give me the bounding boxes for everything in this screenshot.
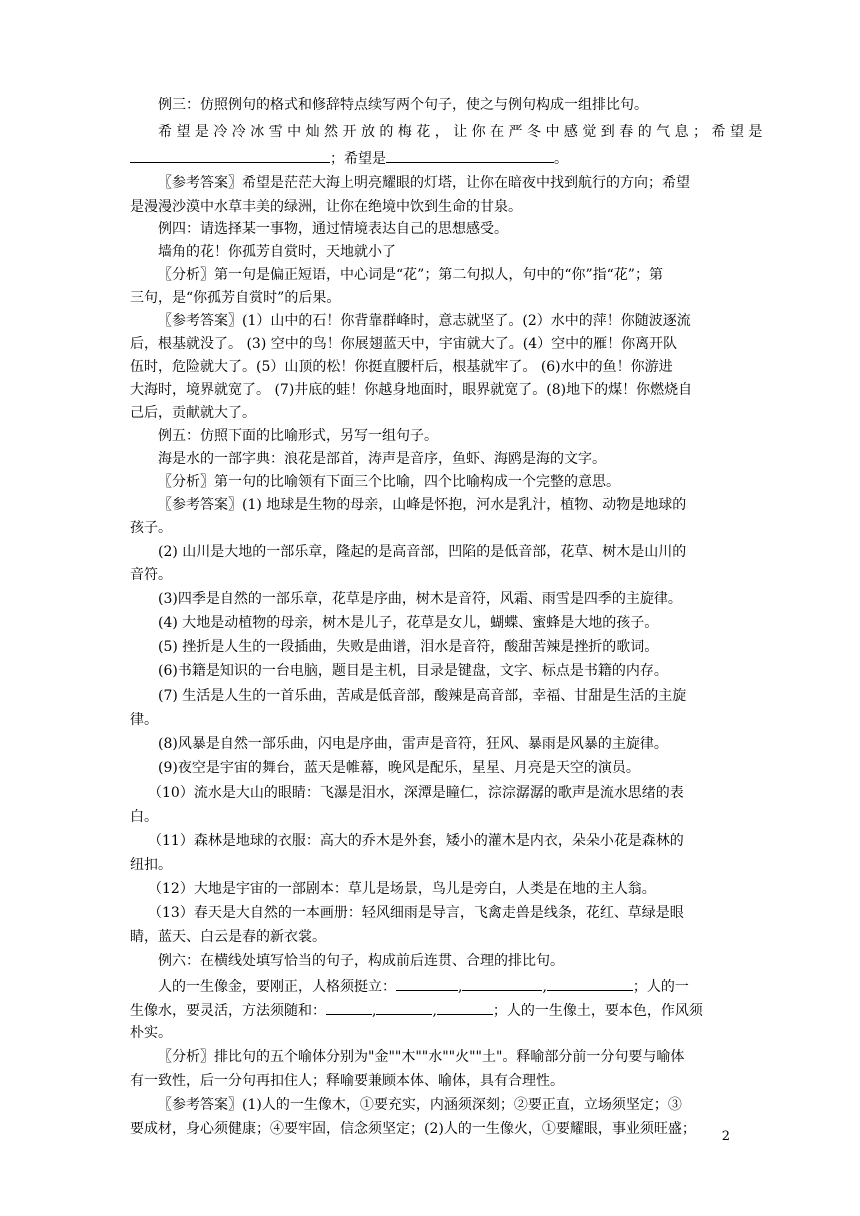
text-line: (6)书籍是知识的一台电脑，题目是主机，目录是键盘，文字、标点是书籍的内存。 — [158, 663, 668, 679]
fill-in-line-2 — [158, 975, 758, 997]
text-line: 律。 — [130, 712, 158, 728]
text-fragment: , — [372, 1003, 377, 1019]
text-line: 朴实。 — [130, 1025, 172, 1041]
text-line: (2) 山川是大地的一部乐章，隆起的是高音部，凹陷的是低音部，花草、树木是山川的 — [158, 544, 687, 560]
text-fragment: 生像水，要灵活，方法须随和： — [130, 1003, 326, 1019]
answer-blank[interactable] — [376, 999, 432, 1015]
text-line: （10）流水是大山的眼睛：飞瀑是泪水，深潭是瞳仁，淙淙潺潺的歌声是流水思绪的表 — [148, 785, 684, 801]
text-line: 墙角的花！你孤芳自赏时，天地就小了 — [158, 244, 396, 260]
text-line: 睛，蓝天、白云是春的新衣裳。 — [130, 929, 326, 945]
text-line: （13）春天是大自然的一本画册：轻风细雨是导言，飞禽走兽是线条，花红、草绿是眼 — [148, 905, 684, 921]
page-number: 2 — [721, 1129, 730, 1144]
text-line: 伍时，危险就大了。(5）山顶的松！你挺直腰杆后，根基就牢了。 (6)水中的鱼！你游进 — [130, 359, 673, 375]
text-line: (5) 挫折是人生的一段插曲，失败是曲谱，泪水是音符，酸甜苦辣是挫折的歌词。 — [158, 639, 659, 655]
text-line: 例三：仿照例句的格式和修辞特点续写两个句子，使之与例句构成一组排比句。 — [158, 97, 648, 113]
text-line: 音符。 — [130, 567, 172, 583]
text-line: 〖分析〗排比句的五个喻体分别为"金""木""水""火""土"。释喻部分前一分句要与喻体 — [158, 1049, 685, 1065]
answer-blank[interactable] — [130, 147, 330, 163]
text-line: (8)风暴是自然一部乐曲，闪电是序曲，雷声是音符，狂风、暴雨是风暴的主旋律。 — [158, 736, 668, 752]
text-line: （12）大地是宇宙的一部剧本：草儿是场景，鸟儿是旁白，人类是在地的主人翁。 — [148, 881, 656, 897]
text-fragment: ；希望是 — [330, 151, 386, 167]
text-line: 〖分析〗第一句是偏正短语，中心词是“花”；第二句拟人，句中的“你”指“花”；第 — [158, 267, 663, 283]
text-line: 有一致性，后一分句再扣住人；释喻要兼顾本体、喻体，具有合理性。 — [130, 1073, 564, 1089]
text-fragment: , — [542, 979, 547, 995]
answer-blank[interactable] — [386, 147, 554, 163]
text-line: 孩子。 — [130, 520, 172, 536]
text-fragment: , — [432, 1003, 437, 1019]
text-line: (3)四季是自然的一部乐章，花草是序曲，树木是音符，风霜、雨雪是四季的主旋律。 — [158, 591, 682, 607]
text-line: 白。 — [130, 809, 158, 825]
text-line: (9)夜空是宇宙的舞台，蓝天是帷幕，晚风是配乐，星星、月亮是天空的演员。 — [158, 760, 640, 776]
text-line: 〖参考答案〗(1)人的一生像木，①要充实，内涵须深刻；②要正直，立场须坚定；③ — [158, 1097, 682, 1113]
text-line: 〖参考答案〗(1）山中的石！你背靠群峰时，意志就坚了。(2）水中的萍！你随波逐流 — [158, 313, 691, 329]
text-line: 是漫漫沙漠中水草丰美的绿洲，让你在绝境中饮到生命的甘泉。 — [130, 199, 522, 215]
text-line: （11）森林是地球的衣服：高大的乔木是外套，矮小的灌木是内衣，朵朵小花是森林的 — [148, 833, 684, 849]
text-line: 纽扣。 — [130, 857, 172, 873]
text-fragment: ；人的一 — [632, 979, 689, 995]
fill-in-line-3 — [130, 999, 730, 1021]
text-line: (4) 大地是动植物的母亲，树木是儿子，花草是女儿，蝴蝶、蜜蜂是大地的孩子。 — [158, 615, 659, 631]
text-line: 己后，贡献就大了。 — [130, 405, 256, 421]
answer-blank[interactable] — [326, 999, 372, 1015]
text-line: 〖参考答案〗(1) 地球是生物的母亲，山峰是怀抱，河水是乳汁，植物、动物是地球的 — [158, 497, 687, 513]
answer-blank[interactable] — [462, 975, 542, 991]
text-line: 〖参考答案〗希望是茫茫大海上明亮耀眼的灯塔，让你在暗夜中找到航行的方向；希望 — [158, 175, 690, 191]
answer-blank[interactable] — [396, 975, 458, 991]
text-line: 海是水的一部字典：浪花是部首，涛声是音序，鱼虾、海鸥是海的文字。 — [158, 451, 606, 467]
text-line: (7) 生活是人生的一首乐曲，苦咸是低音部，酸辣是高音部，幸福、甘甜是生活的主旋 — [158, 688, 687, 704]
text-line: 例四：请选择某一事物，通过情境表达自己的思想感受。 — [158, 221, 508, 237]
answer-blank[interactable] — [547, 975, 633, 991]
text-fragment: , — [458, 979, 463, 995]
text-line: 要成材，身心须健康；④要牢固，信念须坚定；(2)人的一生像火，①要耀眼，事业须旺盛； — [130, 1121, 696, 1137]
text-line: 〖分析〗第一句的比喻领有下面三个比喻，四个比喻构成一个完整的意思。 — [158, 474, 620, 490]
text-line: 例六：在横线处填写恰当的句子，构成前后连贯、合理的排比句。 — [158, 953, 564, 969]
text-line: 例五：仿照下面的比喻形式，另写一组句子。 — [158, 428, 438, 444]
text-line: 三句，是“你孤芳自赏时”的后果。 — [130, 290, 341, 306]
text-line: 后，根基就没了。 (3) 空中的鸟！你展翅蓝天中，宇宙就大了。(4）空中的雁！你离开队 — [130, 336, 678, 352]
answer-blank[interactable] — [437, 999, 493, 1015]
text-fragment: ；人的一生像土，要本色，作风须 — [492, 1003, 703, 1019]
text-fragment: 人的一生像金，要刚正，人格须挺立： — [158, 979, 396, 995]
text-line: 大海时，境界就宽了。 (7)井底的蛙！你越身地面时，眼界就宽了。(8)地下的煤！你燃烧自 — [130, 382, 693, 398]
fill-in-line-1 — [130, 147, 730, 169]
text-line: 希 望 是 冷 冷 冰 雪 中 灿 然 开 放 的 梅 花 ， 让 你 在 严 冬 中 感 觉 到 春 的 气 息 ； 希 望 是 — [158, 124, 763, 140]
text-fragment: 。 — [554, 151, 568, 167]
